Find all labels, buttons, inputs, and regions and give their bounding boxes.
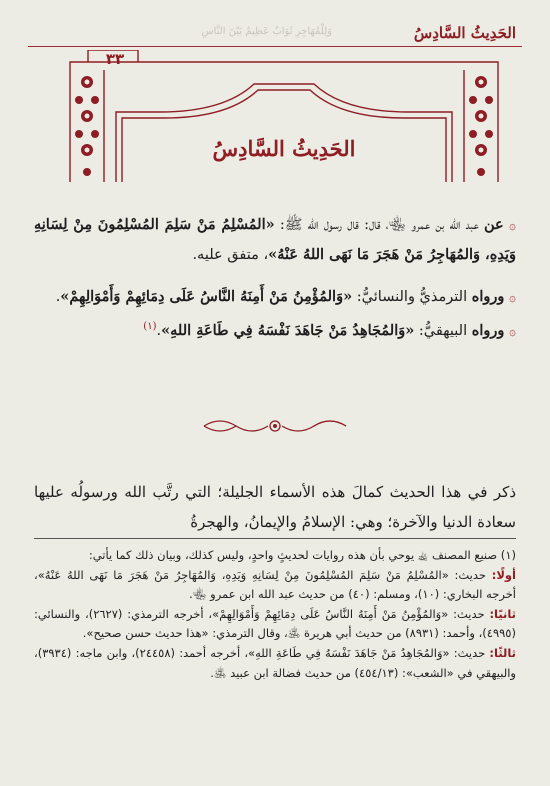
paragraph-tail: .	[156, 322, 162, 339]
commentary-intro: ذكر في هذا الحديث كمالَ هذه الأسماء الجليلة؛ التي رتَّب الله ورسولُه عليها سعادة الدنيا والآخرة؛ وهي: الإسلامُ والإيمانُ، والهجرةُ	[34, 483, 516, 531]
footnote-text: حديث: «وَالمُؤْمِنُ مَنْ أَمِنَهُ النَّاسُ عَلَى دِمَائِهِمْ وَأَمْوَالِهِمْ»، أخرجه الترمذي: (٢٦٢٧)، والنسائي: (٤٩٩٥)، وأحمد: (٨٩٣١) من حديث أبي هريرة ﵁، وقال الترمذي: «هذا حديث حسن صحيح».	[34, 606, 516, 641]
section-heading: الحَدِيثُ السَّادِسُ	[212, 136, 356, 161]
left-rosettes	[75, 76, 99, 176]
footnote-text: حديث: «وَالمُجَاهِدُ مَنْ جَاهَدَ نَفْسَهُ فِي طَاعَةِ اللهِ»، أخرجه أحمد: (٢٤٤٥٨)، وابن ماجه: (٣٩٣٤)، والبيهقي في «الشعب»: (٤٥٤/١٣) من حديث فضالة ابن عبيد ﵁.	[34, 645, 516, 680]
footnote-lead: أولًا:	[491, 567, 516, 582]
paragraph-text: البيهقيُّ:	[414, 322, 472, 339]
hadith-paragraph-2	[34, 282, 516, 312]
paragraph-tail: ، متفق عليه.	[192, 247, 269, 263]
paragraph-tail: .	[55, 289, 61, 305]
footnote-third	[34, 644, 516, 683]
section-mark: ۞	[508, 290, 516, 304]
running-header	[28, 22, 522, 47]
footnote-text: حديث: «المُسْلِمُ مَنْ سَلِمَ المُسْلِمُونَ مِنْ لِسَانِهِ وَيَدِهِ، وَالمُهَاجِرُ مَنْ هَجَرَ مَا نَهَى اللهُ عَنْهُ»، أخرجه البخاري: (١٠)، ومسلم: (٤٠) من حديث عبد الله ابن عمرو ﵄.	[34, 567, 516, 602]
bleed-through-text: وَلِلْمُهَاجِرِ ثَوَابٌ عَظِيمٌ بَيْنَ النَّاسِ	[201, 26, 332, 37]
running-title: الحَدِيثُ السَّادِسُ	[413, 24, 516, 42]
footnote-separator	[34, 538, 516, 539]
paragraph-lead: ورواه	[471, 321, 505, 339]
ornament-frame	[64, 50, 504, 190]
footnote-first	[34, 566, 516, 605]
page-number: ٣٣	[105, 50, 125, 68]
footnote-1: (١) صنيع المصنف ﵀ يوحي بأن هذه روايات لحديثٍ واحدٍ، وليس كذلك، وبيان ذلك كما يأتي:	[88, 548, 516, 562]
footnote-second	[34, 605, 516, 644]
paragraph-text: الترمذيُّ والنسائيُّ:	[352, 289, 472, 305]
paragraph-lead: ورواه	[471, 288, 505, 305]
footnote-lead: ثالثًا:	[489, 645, 516, 660]
section-mark: ۞	[508, 218, 516, 232]
hadith-paragraph-3	[34, 312, 516, 346]
paragraph-lead: عن	[484, 216, 504, 233]
section-mark: ۞	[508, 323, 516, 338]
footnote-lead: ثانيًا:	[489, 606, 517, 621]
hadith-quote: «وَالمُجَاهِدُ مَنْ جَاهَدَ نَفْسَهُ فِي طَاعَةِ اللهِ»	[161, 321, 415, 339]
paragraph-text: عبد الله بن عمرو ﵄، قال: قال رسول الله ﷺ:	[274, 217, 484, 233]
hadith-quote: «وَالمُؤْمِنُ مَنْ أَمِنَهُ النَّاسُ عَلَى دِمَائِهِمْ وَأَمْوَالِهِمْ»	[60, 288, 353, 305]
hadith-paragraph-1	[34, 210, 516, 270]
hadith-text	[34, 210, 516, 346]
footnotes	[34, 546, 516, 683]
footnote-reference[interactable]: (١)	[143, 321, 157, 332]
right-rosettes	[469, 76, 493, 176]
hadith-quote: «المُسْلِمُ مَنْ سَلِمَ المُسْلِمُونَ مِنْ لِسَانِهِ وَيَدِهِ، وَالمُهَاجِرُ مَنْ هَجَرَ مَا نَهَى اللهُ عَنْهُ»	[34, 216, 516, 263]
ornamental-divider	[200, 414, 350, 438]
